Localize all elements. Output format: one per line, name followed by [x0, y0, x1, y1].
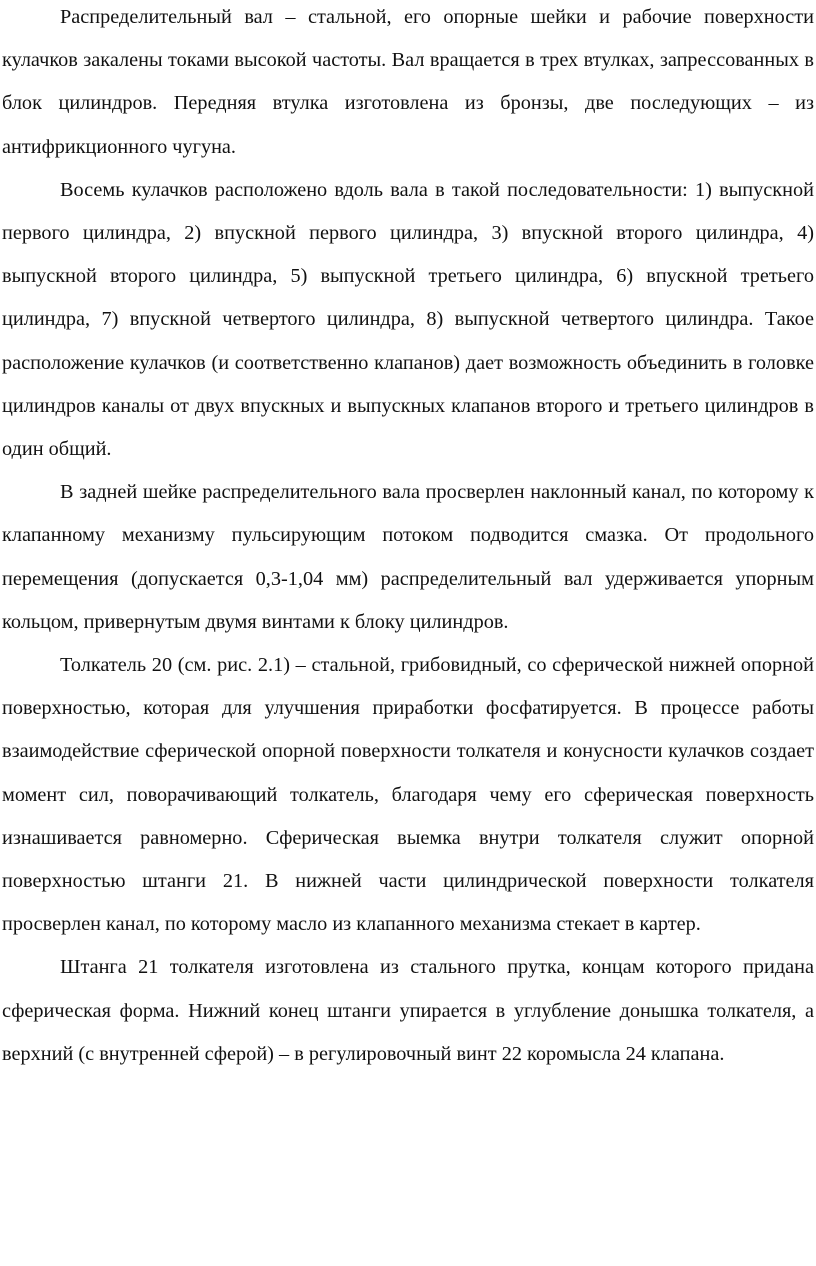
- paragraph-tappet: Толкатель 20 (см. рис. 2.1) – стальной, грибовидный, со сферической нижней опорной поверхностью, которая для улучшения приработки фосфатируется. В процессе работы взаимодействие сферической опорной поверхности толкателя и конусности кулачков создает момент сил, поворачивающий толкатель, благодаря чему его сферическая поверхность изнашивается равномерно. Сферическая выемка внутри толкателя служит опорной поверхностью штанги 21. В нижней части цилиндрической поверхности толкателя просверлен канал, по которому масло из клапанного механизма стекает в картер.: [2, 654, 814, 936]
- paragraph-camshaft: Распределительный вал – стальной, его опорные шейки и рабочие поверхности кулачков закалены токами высокой частоты. Вал вращается в трех втулках, запрессованных в блок цилиндров. Передняя втулка изготовлена из бронзы, две последующих – из антифрикционного чугуна.: [2, 6, 814, 158]
- paragraph-cam-sequence: Восемь кулачков расположено вдоль вала в такой последовательности: 1) выпускной первого цилиндра, 2) впускной первого цилиндра, 3) впускной второго цилиндра, 4) выпускной второго цилиндра, 5) выпускной третьего цилиндра, 6) впускной третьего цилиндра, 7) впускной четвертого цилиндра, 8) выпускной четвертого цилиндра. Такое расположение кулачков (и соответственно клапанов) дает возможность объединить в головке цилиндров каналы от двух впускных и выпускных клапанов второго и третьего цилиндров в один общий.: [2, 178, 814, 461]
- paragraph-pushrod: Штанга 21 толкателя изготовлена из стального прутка, концам которого придана сферическая форма. Нижний конец штанги упирается в углубление донышка толкателя, а верхний (с внутренней сферой) – в регулировочный винт 22 коромысла 24 клапана.: [2, 956, 814, 1065]
- paragraph-lubrication: В задней шейке распределительного вала просверлен наклонный канал, по которому к клапанному механизму пульсирующим потоком подводится смазка. От продольного перемещения (допускается 0,3-1,04 мм) распределительный вал удерживается упорным кольцом, привернутым двумя винтами к блоку цилиндров.: [2, 481, 814, 633]
